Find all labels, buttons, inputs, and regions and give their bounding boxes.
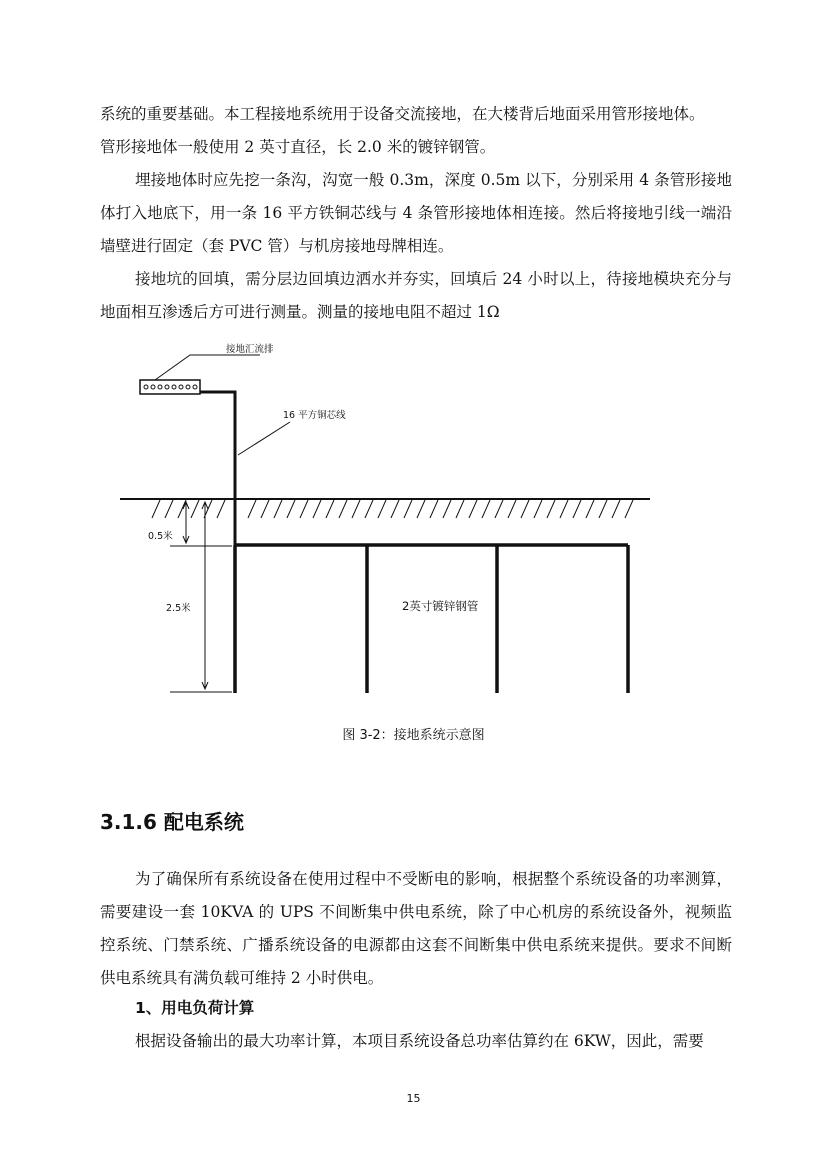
busbar xyxy=(140,380,200,394)
ground-hatching xyxy=(152,500,633,518)
wire-label: 16 平方铜芯线 xyxy=(283,410,346,421)
dimension-lines xyxy=(170,499,235,692)
depth-label-shallow: 0.5米 xyxy=(148,531,173,542)
section-heading: 3.1.6 配电系统 xyxy=(100,810,244,834)
busbar-leader xyxy=(155,355,260,380)
busbar-label: 接地汇流排 xyxy=(226,344,274,355)
page-number: 15 xyxy=(406,1092,421,1105)
paragraph-line: 系统的重要基础。本工程接地系统用于设备交流接地，在大楼背后地面采用管形接地体。 xyxy=(100,105,705,123)
figure-caption: 图 3-2：接地系统示意图 xyxy=(342,728,485,743)
paragraph-line: 管形接地体一般使用 2 英寸直径，长 2.0 米的镀锌钢管。 xyxy=(100,138,496,156)
paragraph-trench: 埋接地体时应先挖一条沟，沟宽一般 0.3m，深度 0.5m 以下，分别采用 4 条管形接地体打入地底下，用一条 16 平方铁铜芯线与 4 条管形接地体相连接。然后将接地引线一端沿墙壁进行固定（套 PVC 管）与机房接地母牌相连。 xyxy=(100,171,732,255)
subsection-heading: 1、用电负荷计算 xyxy=(135,999,255,1017)
grounding-diagram xyxy=(0,330,827,710)
wire-leader xyxy=(238,422,290,455)
pipe-label: 2英寸镀锌钢管 xyxy=(402,599,479,613)
paragraph-backfill: 接地坑的回填，需分层边回填边洒水并夯实，回填后 24 小时以上，待接地模块充分与地面相互渗透后方可进行测量。测量的接地电阻不超过 1Ω xyxy=(100,270,732,321)
ground-pipes xyxy=(235,545,628,693)
depth-label-total: 2.5米 xyxy=(166,603,191,614)
paragraph-load: 根据设备输出的最大功率计算，本项目系统设备总功率估算约在 6KW，因此，需要 xyxy=(135,1032,704,1050)
paragraph-ups: 为了确保所有系统设备在使用过程中不受断电的影响，根据整个系统设备的功率测算，需要建设一套 10KVA 的 UPS 不间断集中供电系统，除了中心机房的系统设备外，视频监控系统、门禁系统、广播系统设备的电源都由这套不间断集中供电系统来提供。要求不间断供电系统具有满负载可维持 2 小时供电。 xyxy=(100,870,732,987)
